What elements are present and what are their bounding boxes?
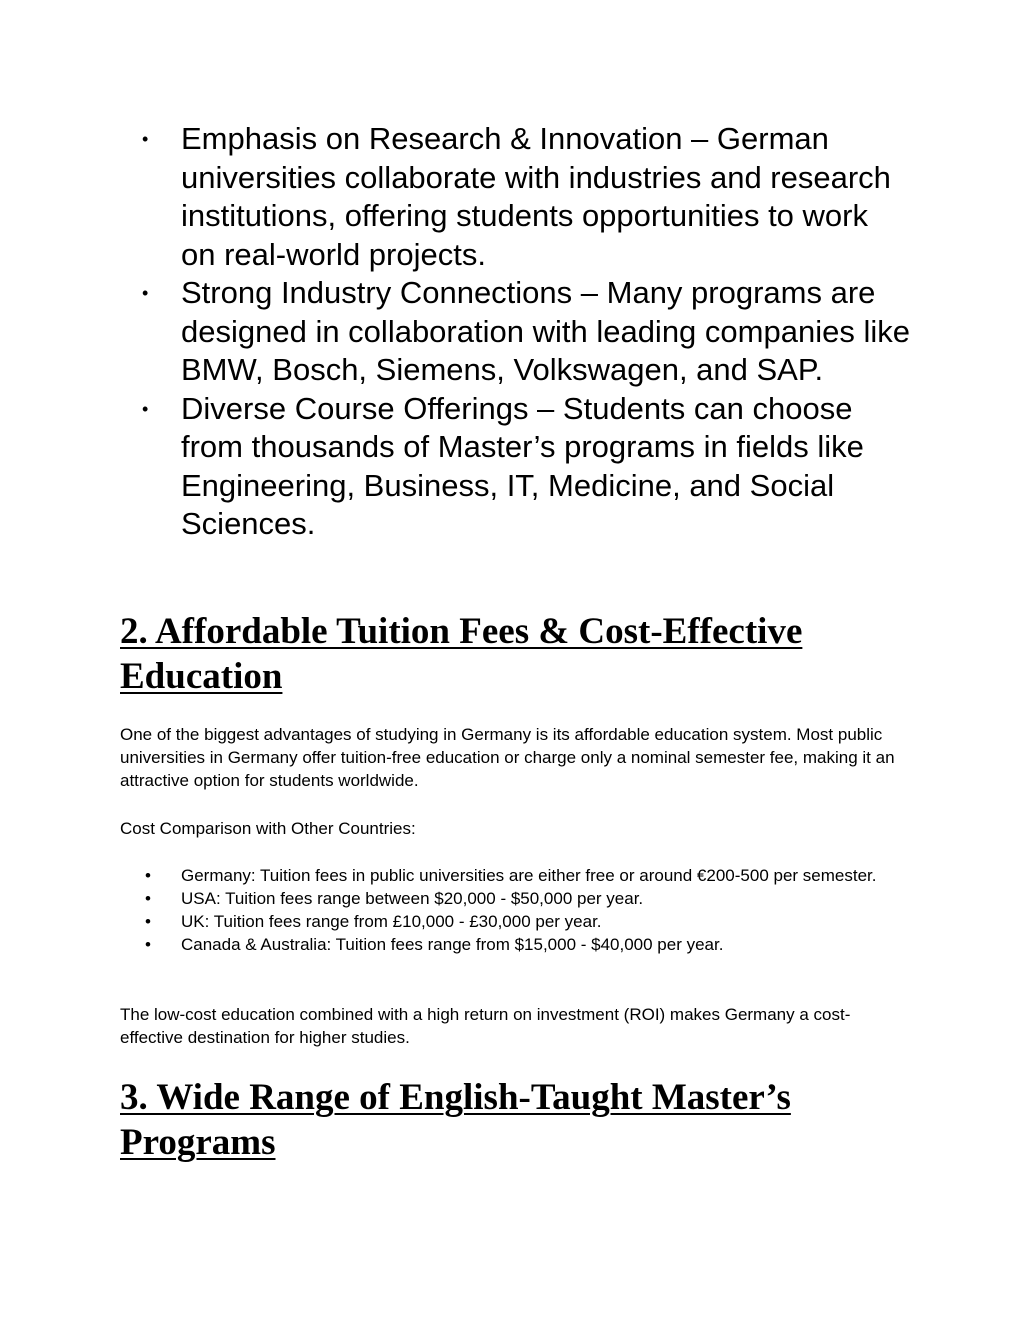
bullet-icon: • (142, 129, 149, 149)
list-item-text: Diverse Course Offerings – Students can choose from thousands of Master’s programs in fields like Engineering, Business, IT, Medicine, and Social Sciences. (181, 390, 864, 541)
bullet-icon: • (145, 912, 151, 931)
list-item-text: Canada & Australia: Tuition fees range from $15,000 - $40,000 per year. (181, 935, 724, 954)
list-item-text: UK: Tuition fees range from £10,000 - £30,000 per year. (181, 912, 602, 931)
list-item-text: Strong Industry Connections – Many programs are designed in collaboration with leading companies like BMW, Bosch, Siemens, Volkswagen, and SAP. (181, 275, 910, 387)
bullet-icon: • (142, 398, 149, 419)
list-item (120, 274, 910, 390)
list-item (120, 864, 910, 887)
list-item-text: USA: Tuition fees range between $20,000 - $50,000 per year. (181, 889, 644, 908)
list-item-text: Germany: Tuition fees in public universities are either free or around €200-500 per semester. (181, 866, 877, 885)
section-2-intro: One of the biggest advantages of studying in Germany is its affordable education system. Most public universities in Germany offer tuition-free education or charge only a nominal semester fee, making it an attractive option for students worldwide. (120, 725, 895, 790)
section-2-conclusion: The low-cost education combined with a high return on investment (ROI) makes Germany a cost-effective destination for higher studies. (120, 1005, 851, 1047)
cost-comparison-title: Cost Comparison with Other Countries: (120, 819, 416, 838)
bullet-icon: • (145, 866, 151, 885)
list-item-text: Emphasis on Research & Innovation – German universities collaborate with industries and research institutions, offering students opportunities to work on real-world projects. (181, 121, 891, 272)
section-3-heading: 3. Wide Range of English-Taught Master’s Programs (120, 1077, 791, 1163)
bullet-icon: • (142, 283, 149, 303)
list-item (120, 390, 910, 544)
list-item (120, 910, 910, 933)
cost-comparison-list (120, 864, 910, 956)
section-2-heading: 2. Affordable Tuition Fees & Cost-Effective Education (120, 611, 803, 697)
list-item (120, 120, 910, 274)
bullet-icon: • (145, 935, 151, 954)
bullet-icon: • (145, 889, 151, 908)
list-item (120, 887, 910, 910)
benefits-list (120, 120, 910, 544)
list-item (120, 933, 910, 956)
